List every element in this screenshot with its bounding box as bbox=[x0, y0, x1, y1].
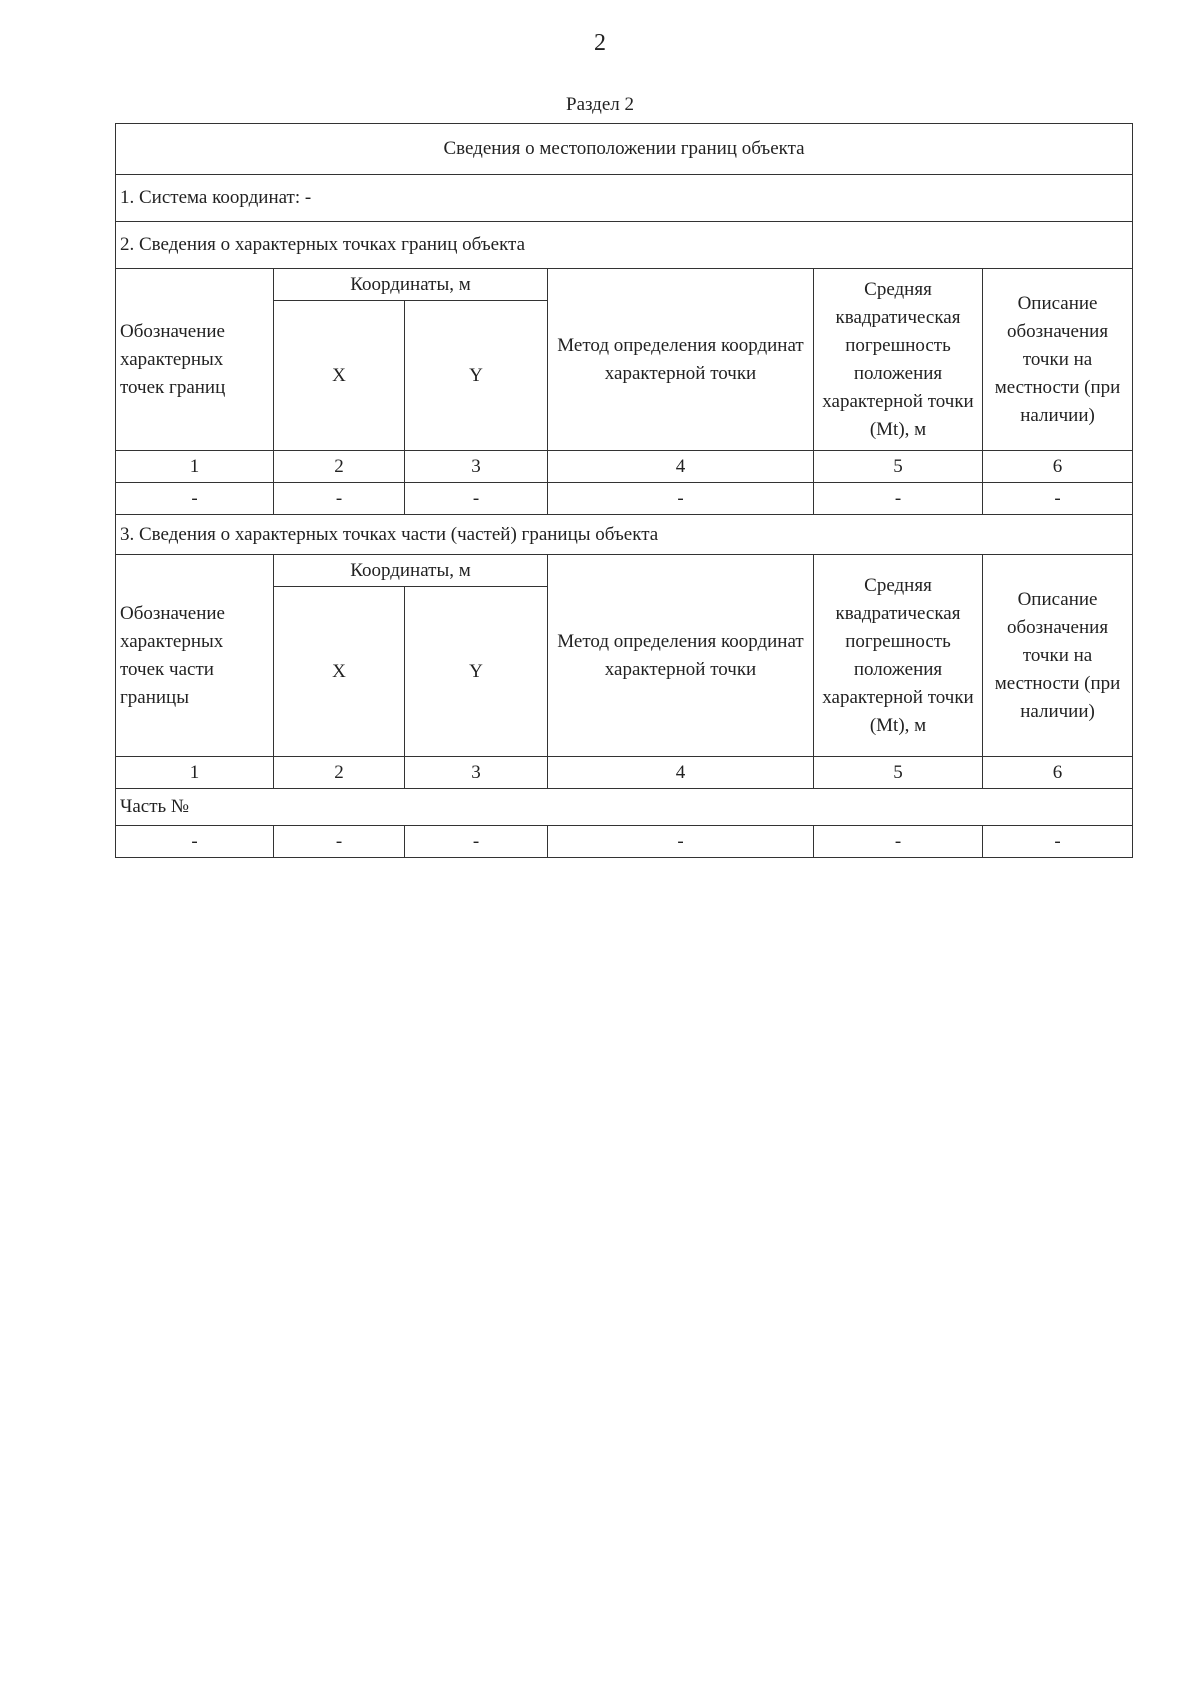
block1-col-x: X bbox=[274, 301, 405, 451]
block2-value-6: - bbox=[983, 826, 1133, 858]
block1-col-coordinates: Координаты, м bbox=[274, 269, 548, 301]
block2-value-row bbox=[116, 826, 1133, 858]
block1-col-description: Описание обозначения точки на местности (при наличии) bbox=[983, 269, 1133, 451]
block2-col-description: Описание обозначения точки на местности (при наличии) bbox=[983, 555, 1133, 757]
block2-heading: 3. Сведения о характерных точках части (частей) границы объекта bbox=[116, 515, 1133, 555]
block1-value-5: - bbox=[814, 483, 983, 515]
block2-col-point-designation: Обозначение характерных точек части границы bbox=[116, 555, 274, 757]
block2-num-2: 2 bbox=[274, 757, 405, 789]
block2-value-4: - bbox=[548, 826, 814, 858]
block2-value-3: - bbox=[405, 826, 548, 858]
block2-value-5: - bbox=[814, 826, 983, 858]
block1-col-y: Y bbox=[405, 301, 548, 451]
block1-num-6: 6 bbox=[983, 451, 1133, 483]
block1-num-3: 3 bbox=[405, 451, 548, 483]
table-title: Сведения о местоположении границ объекта bbox=[116, 124, 1133, 175]
block1-num-1: 1 bbox=[116, 451, 274, 483]
block2-value-1: - bbox=[116, 826, 274, 858]
section-title: Раздел 2 bbox=[566, 94, 634, 115]
block2-col-x: X bbox=[274, 587, 405, 757]
page-number: 2 bbox=[594, 30, 606, 56]
block1-value-4: - bbox=[548, 483, 814, 515]
block1-value-6: - bbox=[983, 483, 1133, 515]
block1-num-2: 2 bbox=[274, 451, 405, 483]
block2-num-5: 5 bbox=[814, 757, 983, 789]
block2-col-coordinates: Координаты, м bbox=[274, 555, 548, 587]
block2-part-label: Часть № bbox=[116, 789, 1133, 826]
block1-col-method: Метод определения координат характерной точки bbox=[548, 269, 814, 451]
block1-col-error: Средняя квадратическая погрешность положения характерной точки (Mt), м bbox=[814, 269, 983, 451]
block1-value-2: - bbox=[274, 483, 405, 515]
boundary-table bbox=[115, 123, 1133, 858]
block1-num-5: 5 bbox=[814, 451, 983, 483]
block2-number-row bbox=[116, 757, 1133, 789]
block2-num-4: 4 bbox=[548, 757, 814, 789]
block2-col-method: Метод определения координат характерной точки bbox=[548, 555, 814, 757]
block1-heading: 2. Сведения о характерных точках границ объекта bbox=[116, 222, 1133, 269]
coordinate-system: 1. Система координат: - bbox=[116, 175, 1133, 222]
block2-num-6: 6 bbox=[983, 757, 1133, 789]
block1-col-point-designation: Обозначение характерных точек границ bbox=[116, 269, 274, 451]
block1-value-1: - bbox=[116, 483, 274, 515]
block2-num-3: 3 bbox=[405, 757, 548, 789]
block2-col-error: Средняя квадратическая погрешность положения характерной точки (Mt), м bbox=[814, 555, 983, 757]
block1-value-3: - bbox=[405, 483, 548, 515]
block2-value-2: - bbox=[274, 826, 405, 858]
block1-number-row bbox=[116, 451, 1133, 483]
block1-value-row bbox=[116, 483, 1133, 515]
block1-num-4: 4 bbox=[548, 451, 814, 483]
block2-num-1: 1 bbox=[116, 757, 274, 789]
block2-col-y: Y bbox=[405, 587, 548, 757]
